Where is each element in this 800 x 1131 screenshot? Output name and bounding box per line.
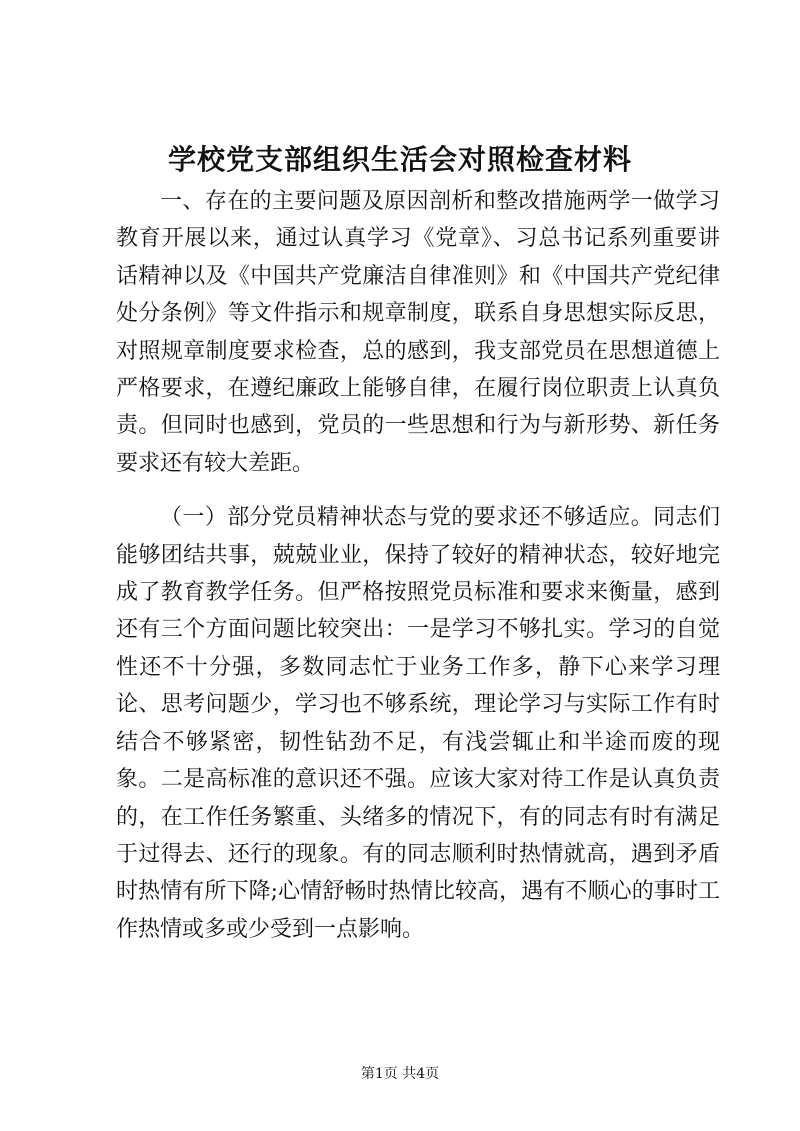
document-title: 学校党支部组织生活会对照检查材料	[167, 143, 632, 176]
paragraph-1: 一、存在的主要问题及原因剖析和整改措施两学一做学习教育开展以来，通过认真学习《党章》、习总书记系列重要讲话精神以及《中国共产党廉洁自律准则》和《中国共产党纪律处分条例》等文件指示和规章制度，联系自身思想实际反思，对照规章制度要求检查，总的感到，我支部党员在思想道德上严格要求，在遵纪廉政上能够自律，在履行岗位职责上认真负责。但同时也感到，党员的一些思想和行为与新形势、新任务要求还有较大差距。	[116, 189, 720, 476]
page-number-footer: 第1页 共4页	[360, 1066, 440, 1082]
document-body	[116, 183, 720, 948]
paragraph-2: （一）部分党员精神状态与党的要求还不够适应。同志们能够团结共事，兢兢业业，保持了较好的精神状态，较好地完成了教育教学任务。但严格按照党员标准和要求来衡量，感到还有三个方面问题比较突出：一是学习不够扎实。学习的自觉性还不十分强，多数同志忙于业务工作多，静下心来学习理论、思考问题少，学习也不够系统，理论学习与实际工作有时结合不够紧密，韧性钻劲不足，有浅尝辄止和半途而废的现象。二是高标准的意识还不强。应该大家对待工作是认真负责的，在工作任务繁重、头绪多的情况下，有的同志有时有满足于过得去、还行的现象。有的同志顺利时热情就高，遇到矛盾时热情有所下降;心情舒畅时热情比较高，遇有不顺心的事时工作热情或多或少受到一点影响。	[116, 505, 720, 942]
